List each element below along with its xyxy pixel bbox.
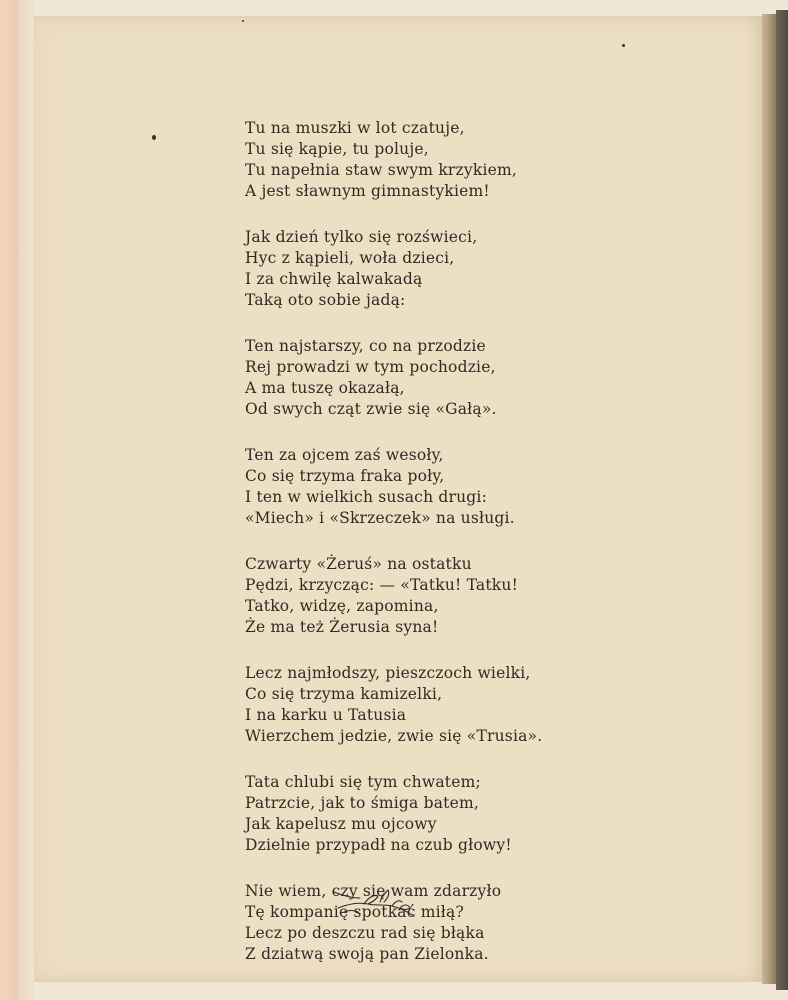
stanza	[245, 554, 565, 638]
poem-line: Ten najstarszy, co na przodzie	[245, 337, 486, 355]
ink-speck	[152, 135, 156, 140]
vine-fleuron-icon	[330, 884, 420, 924]
poem-line: «Miech» i «Skrzeczek» na usługi.	[245, 509, 515, 527]
poem-line: Co się trzyma kamizelki,	[245, 685, 443, 703]
poem-line: Hyc z kąpieli, woła dzieci,	[245, 249, 455, 267]
poem-line: I na karku u Tatusia	[245, 706, 407, 724]
poem-line: Czwarty «Żeruś» na ostatku	[245, 555, 472, 573]
poem-line: Nie wiem, czy się wam zdarzyło	[245, 882, 502, 900]
poem-line: Tatko, widzę, zapomina,	[245, 597, 439, 615]
poem-line: Że ma też Żerusia syna!	[245, 618, 439, 636]
poem-line: Tę kompanię spotkać miłą?	[245, 903, 464, 921]
page-gutter	[18, 0, 34, 1000]
poem-line: Tu się kąpie, tu poluje,	[245, 140, 429, 158]
stanza	[245, 772, 565, 856]
book-cover-edge	[776, 10, 788, 990]
poem-line: Taką oto sobie jadą:	[245, 291, 406, 309]
poem-text	[245, 118, 565, 990]
stanza	[245, 336, 565, 420]
stanza	[245, 227, 565, 311]
poem-line: Rej prowadzi w tym pochodzie,	[245, 358, 496, 376]
poem-line: Od swych cząt zwie się «Gałą».	[245, 400, 497, 418]
poem-line: Z dziatwą swoją pan Zielonka.	[245, 945, 489, 963]
poem-line: Lecz po deszczu rad się błąka	[245, 924, 485, 942]
poem-line: Dzielnie przypadł na czub głowy!	[245, 836, 512, 854]
poem-line: Tu napełnia staw swym krzykiem,	[245, 161, 517, 179]
ink-speck	[622, 44, 625, 47]
poem-line: Patrzcie, jak to śmiga batem,	[245, 794, 479, 812]
poem-line: A ma tuszę okazałą,	[245, 379, 405, 397]
poem-line: Jak kapelusz mu ojcowy	[245, 815, 437, 833]
poem-line: Pędzi, krzycząc: — «Tatku! Tatku!	[245, 576, 518, 594]
page-edge-left	[0, 0, 18, 1000]
stanza	[245, 663, 565, 747]
poem-line: Tu na muszki w lot czatuje,	[245, 119, 465, 137]
stanza	[245, 118, 565, 202]
poem-line: Co się trzyma fraka poły,	[245, 467, 445, 485]
poem-line: Tata chlubi się tym chwatem;	[245, 773, 481, 791]
ink-speck	[242, 20, 244, 22]
poem-line: I ten w wielkich susach drugi:	[245, 488, 487, 506]
poem-line: Jak dzień tylko się rozświeci,	[245, 228, 478, 246]
poem-line: A jest sławnym gimnastykiem!	[245, 182, 490, 200]
stanza	[245, 445, 565, 529]
poem-line: Ten za ojcem zaś wesoły,	[245, 446, 444, 464]
poem-line: I za chwilę kalwakadą	[245, 270, 423, 288]
poem-line: Wierzchem jedzie, zwie się «Trusia».	[245, 727, 543, 745]
poem-line: Lecz najmłodszy, pieszczoch wielki,	[245, 664, 531, 682]
page-edge-right	[762, 14, 776, 984]
